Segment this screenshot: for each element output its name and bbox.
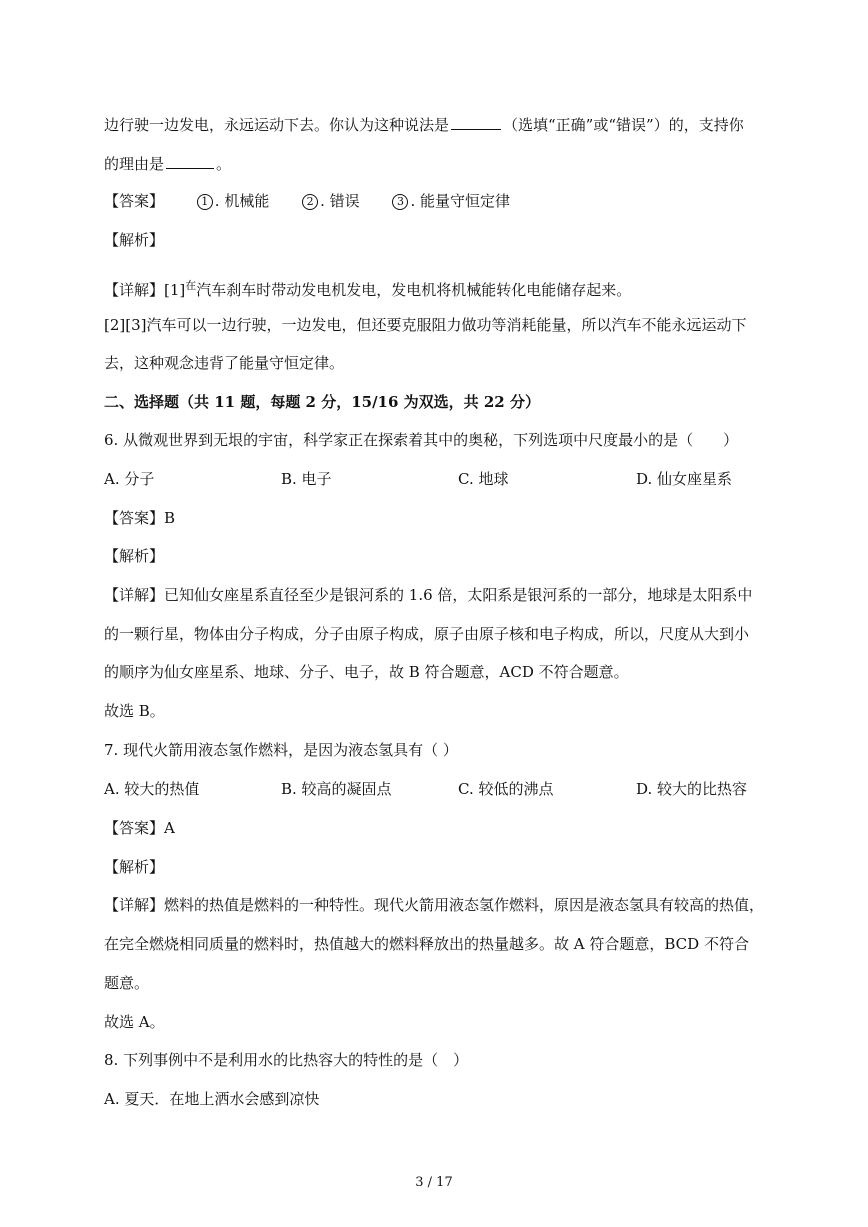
section-title: 二、选择题（共 11 题，每题 2 分，15/16 为双选，共 22 分） xyxy=(104,393,540,411)
q7-conclusion: 故选 A。 xyxy=(104,1013,165,1031)
q7-detail-line-3: 题意。 xyxy=(104,974,150,992)
q7-answer: 【答案】A xyxy=(104,819,175,837)
q5-line2-b: 。 xyxy=(216,155,232,173)
answer-text: . 机械能 xyxy=(214,192,270,210)
q7-option-a: A. 较大的热值 xyxy=(104,780,200,798)
q5-line-2 xyxy=(104,153,231,174)
q7-analysis: 【解析】 xyxy=(104,858,165,876)
q6-detail-line-1: 【详解】已知仙女座星系直径至少是银河系的 1.6 倍，太阳系是银河系的一部分，地球是太阳系中 xyxy=(104,586,753,604)
q6-answer: 【答案】B xyxy=(104,509,176,527)
q7-detail-line-1: 【详解】燃料的热值是燃料的一种特性。现代火箭用液态氢作燃料，原因是液态氢具有较高的热值， xyxy=(104,896,765,914)
q7-option-b: B. 较高的凝固点 xyxy=(281,780,392,798)
q6-option-c: C. 地球 xyxy=(458,470,509,488)
q7-option-c: C. 较低的沸点 xyxy=(458,780,554,798)
circled-number: 2 xyxy=(302,194,318,210)
page-number: 3 / 17 xyxy=(415,1175,453,1190)
q6-stem: 6. 从微观世界到无垠的宇宙，科学家正在探索着其中的奥秘，下列选项中尺度最小的是（ ） xyxy=(104,431,739,449)
answer-label: 【答案】 xyxy=(104,192,165,210)
q6-detail-line-3: 的顺序为仙女座星系、地球、分子、电子，故 B 符合题意，ACD 不符合题意。 xyxy=(104,663,629,681)
answer-text: . 错误 xyxy=(320,192,360,210)
q5-blank-1 xyxy=(451,114,501,130)
q7-stem: 7. 现代火箭用液态氢作燃料，是因为液态氢具有（ ） xyxy=(104,741,458,759)
q6-option-b: B. 电子 xyxy=(281,470,332,488)
q5-line2-a: 的理由是 xyxy=(104,155,165,173)
q8-stem: 8. 下列事例中不是利用水的比热容大的特性的是（ ） xyxy=(104,1051,469,1069)
q5-line1-a: 边行驶一边发电，永远运动下去。你认为这种说法是 xyxy=(104,116,450,134)
answer-text: . 能量守恒定律 xyxy=(410,192,510,210)
q5-line1-b: （选填“正确”或“错误”）的，支持你 xyxy=(503,116,744,134)
q6-conclusion: 故选 B。 xyxy=(104,702,165,720)
answer-item-3 xyxy=(392,192,510,210)
detail-label: 【详解】 xyxy=(104,281,165,299)
q5-analysis: 【解析】 xyxy=(104,231,165,249)
q5-detail-1 xyxy=(104,276,631,300)
q6-option-d: D. 仙女座星系 xyxy=(636,470,733,488)
q6-analysis: 【解析】 xyxy=(104,547,165,565)
detail-superscript: 在 xyxy=(185,279,197,292)
q7-option-d: D. 较大的比热容 xyxy=(636,780,748,798)
circled-number: 3 xyxy=(392,194,408,210)
detail-text: 汽车刹车时带动发电机发电，发电机将机械能转化电能储存起来。 xyxy=(196,281,632,299)
answer-item-2 xyxy=(302,192,360,210)
q5-detail-2-line-2: 去，这种观念违背了能量守恒定律。 xyxy=(104,354,345,372)
answer-item-1 xyxy=(197,192,270,210)
q8-option-a: A. 夏天．在地上洒水会感到凉快 xyxy=(104,1090,320,1108)
q6-detail-line-2: 的一颗行星，物体由分子构成，分子由原子构成，原子由原子核和电子构成，所以，尺度从大到小 xyxy=(104,625,750,643)
q5-answer xyxy=(104,191,510,211)
q5-line-1 xyxy=(104,114,744,135)
q6-option-a: A. 分子 xyxy=(104,470,155,488)
q5-blank-2 xyxy=(166,153,214,169)
detail-ref: [1] xyxy=(164,281,186,299)
circled-number: 1 xyxy=(197,194,213,210)
q7-detail-line-2: 在完全燃烧相同质量的燃料时，热值越大的燃料释放出的热量越多。故 A 符合题意，BCD 不符合 xyxy=(104,935,749,953)
q5-detail-2-line-1: [2][3]汽车可以一边行驶，一边发电，但还要克服阻力做功等消耗能量，所以汽车不能永远运动下 xyxy=(104,316,747,334)
